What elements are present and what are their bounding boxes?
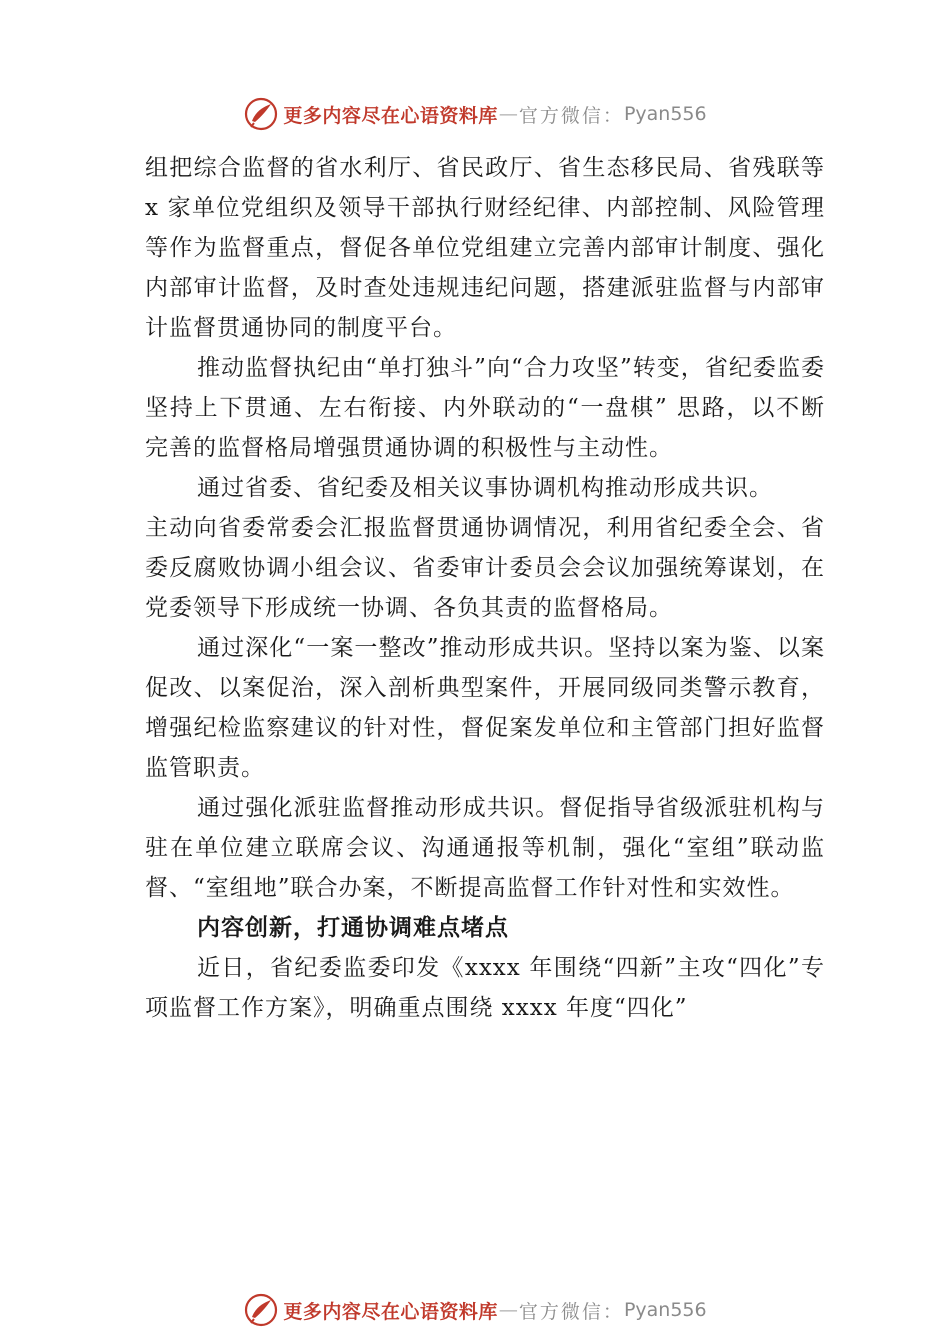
logo-icon [243,96,279,132]
banner-separator: — [498,103,518,125]
header-banner [0,94,950,134]
banner-wechat-label: 官方微信： [518,1300,624,1323]
banner-wechat-id: Pyan556 [623,103,707,125]
document-body [145,148,825,1028]
banner-wechat-id: Pyan556 [623,1299,707,1321]
banner-site-name: 更多内容尽在心语资料库 [283,1300,498,1323]
banner-site-name: 更多内容尽在心语资料库 [283,104,498,127]
section-heading: 内容创新，打通协调难点堵点 [197,914,509,941]
paragraph-4: 主动向省委常委会汇报监督贯通协调情况，利用省纪委全会、省委反腐败协调小组会议、省委审计委员会会议加强统筹谋划，在党委领导下形成统一协调、各负其责的监督格局。 [145,515,825,621]
paragraph-5: 通过深化“一案一整改”推动形成共识。坚持以案为鉴、以案促改、以案促治，深入剖析典型案件，开展同级同类警示教育，增强纪检监察建议的针对性，督促案发单位和主管部门担好监督监管职责。 [145,635,825,781]
paragraph-2: 推动监督执纪由“单打独斗”向“合力攻坚”转变，省纪委监委坚持上下贯通、左右衔接、内外联动的“一盘棋” 思路，以不断完善的监督格局增强贯通协调的积极性与主动性。 [145,355,825,461]
footer-banner [0,1290,950,1330]
banner-separator: — [498,1299,518,1321]
paragraph-1: 组把综合监督的省水利厅、省民政厅、省生态移民局、省残联等 x 家单位党组织及领导干部执行财经纪律、内部控制、风险管理等作为监督重点，督促各单位党组建立完善内部审计制度、强化内部审计监督，及时查处违规违纪问题，搭建派驻监督与内部审计监督贯通协同的制度平台。 [145,155,825,341]
paragraph-3: 通过省委、省纪委及相关议事协调机构推动形成共识。 [197,475,773,501]
logo-icon [243,1292,279,1328]
paragraph-6: 通过强化派驻监督推动形成共识。督促指导省级派驻机构与驻在单位建立联席会议、沟通通报等机制，强化“室组”联动监督、“室组地”联合办案，不断提高监督工作针对性和实效性。 [145,795,825,901]
paragraph-7: 近日，省纪委监委印发《xxxx 年围绕“四新”主攻“四化”专项监督工作方案》，明确重点围绕 xxxx 年度“四化” [145,955,825,1021]
banner-wechat-label: 官方微信： [518,104,624,127]
